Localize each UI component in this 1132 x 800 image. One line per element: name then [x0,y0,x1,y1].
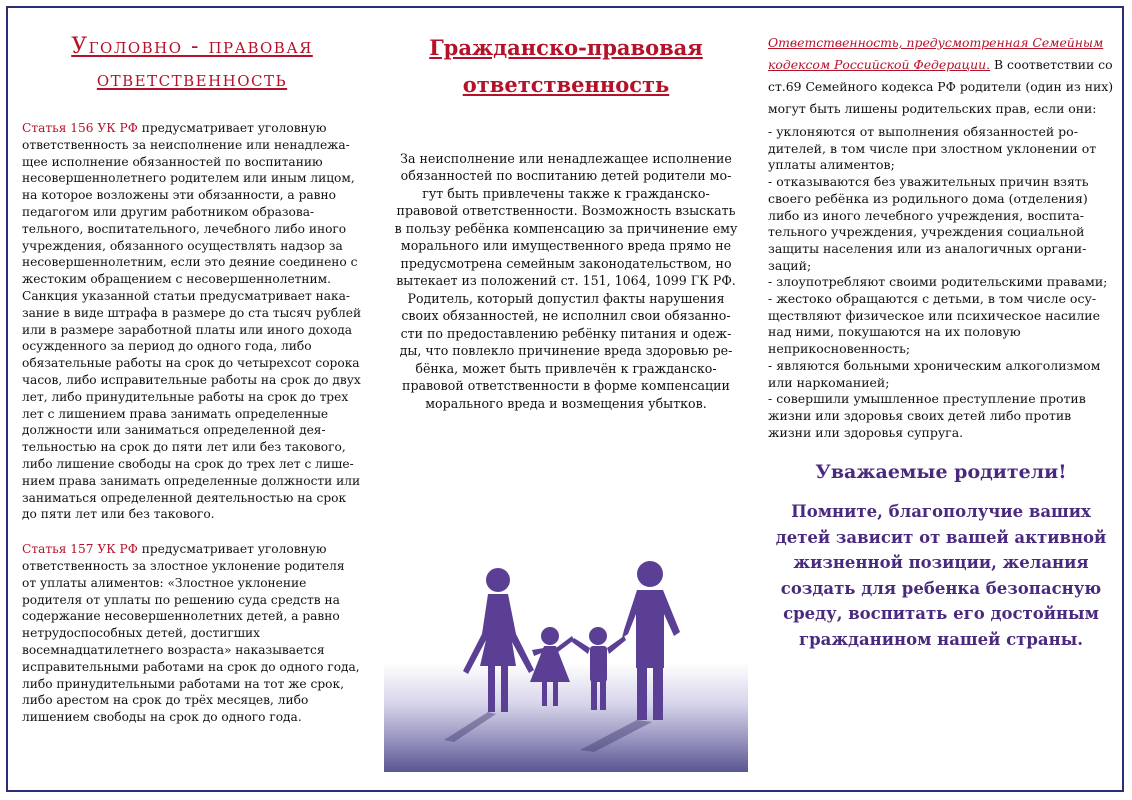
family-code-column [768,32,1114,652]
article-156-label: Статья 156 УК РФ [22,121,138,135]
civil-liability-text: За неисполнение или ненадлежащее исполнение обязанностей по воспитанию детей родители могут быть привлечены также к гражданско-правовой ответственности. Возможность взыскать в пользу ребёнка компенсацию за причинение ему морального или имущественного вреда прямо не предусмотрена семейным законодательством, но вытекает из положений ст. 151, 1064, 1099 ГК РФ. Родитель, который допустил факты нарушения своих обязанностей, не исполнил свои обязанности по предоставлению ребёнку питания и одежды, что повлекло причинение вреда здоровью ребёнка, может быть привлечён к гражданско-правовой ответственности в форме компенсации морального вреда и возмещения убытков. [394,150,738,411]
civil-liability-column [382,30,750,412]
article-157-label: Статья 157 УК РФ [22,542,138,557]
family-illustration [384,544,748,772]
family-code-reference: Ответственность, предусмотренная Семейным кодексом Российской Федерации. [768,35,1104,72]
family-code-intro-text: В соответствии со ст.69 Семейного кодекса РФ родители (один из них) могут быть лишены родительских прав, если они: [768,57,1114,116]
article-156-paragraph [22,120,362,523]
heading-line-2: ответственность [462,71,670,97]
list-item: - уклоняются от выполнения обязанностей родителей, в том числе при злостном уклонении от уплаты алиментов; [768,124,1097,173]
list-item: - являются больными хроническим алкоголизмом или наркоманией; [768,357,1101,390]
list-item: - отказываются без уважительных причин взять своего ребёнка из родильного дома (отделения) либо из иного лечебного учреждения, воспитательного учреждения, учреждения социальной защиты населения или из аналогичных организаций; [768,174,1089,273]
civil-liability-heading [382,30,750,104]
list-item: - совершили умышленное преступление против жизни или здоровья своих детей либо против жизни или здоровья супруга. [768,391,1086,440]
grounds-list [768,124,1114,441]
heading-line-2: ответственность [96,67,288,92]
article-157-text: предусматривает уголовную ответственность за злостное уклонение родителя от уплаты алиментов: «Злостное уклонение родителя от уплаты по решению суда средств на содержание несовершеннолетних детей, а равно нетрудоспособных детей, достигших восемнадцатилетнего возраста» наказывается исправительными работами на срок до одного года, либо принудительными работами на тот же срок, либо арестом на срок до трёх месяцев, либо лишением свободы на срок до одного года. [22,542,360,725]
list-item: - злоупотребляют своими родительскими правами; [768,274,1108,290]
list-item: - жестоко обращаются с детьми, в том числе осуществляют физическое или психическое насилие над ними, покушаются на их половую неприкосновенность; [768,291,1100,357]
article-157-paragraph [22,541,362,726]
heading-line-1: Уголовно - правовая [71,34,313,59]
family-code-intro [768,32,1114,120]
criminal-liability-column [22,30,362,726]
family-silhouette-icon [384,544,748,772]
heading-line-1: Гражданско-правовая [429,35,703,60]
remember-message: Помните, благополучие ваших детей зависит от вашей активной жизненной позиции, желания создать для ребенка безопасную среду, воспитать его достойным гражданином нашей страны. [775,502,1107,649]
article-156-text: предусматривает уголовную ответственность за неисполнение или ненадлежащее исполнение обязанностей по воспитанию несовершеннолетнего родителем или иным лицом, на которое возложены эти обязанности, а равно педагогом или другим работником образовательного, воспитательного, лечебного либо иного учреждения, обязанного осуществлять надзор за несовершеннолетним, если это деяние соединено с жестоким обращением с несовершеннолетним. Санкция указанной статьи предусматривает наказание в виде штрафа в размере до ста тысяч рублей или в размере заработной платы или иного дохода осужденного за период до одного года, либо обязательные работы на срок до четырехсот сорока часов, либо исправительные работы на срок до двух лет, либо принудительные работы на срок до трех лет с лишением права занимать определенные должности или заниматься определенной деятельностью на срок до пяти лет или без такового, либо лишение свободы на срок до трех лет с лишением права занимать определенные должности или заниматься определенной деятельностью на срок до пяти лет или без такового. [22,121,362,522]
criminal-liability-heading [22,30,362,96]
dear-parents-heading: Уважаемые родители! [815,461,1067,484]
